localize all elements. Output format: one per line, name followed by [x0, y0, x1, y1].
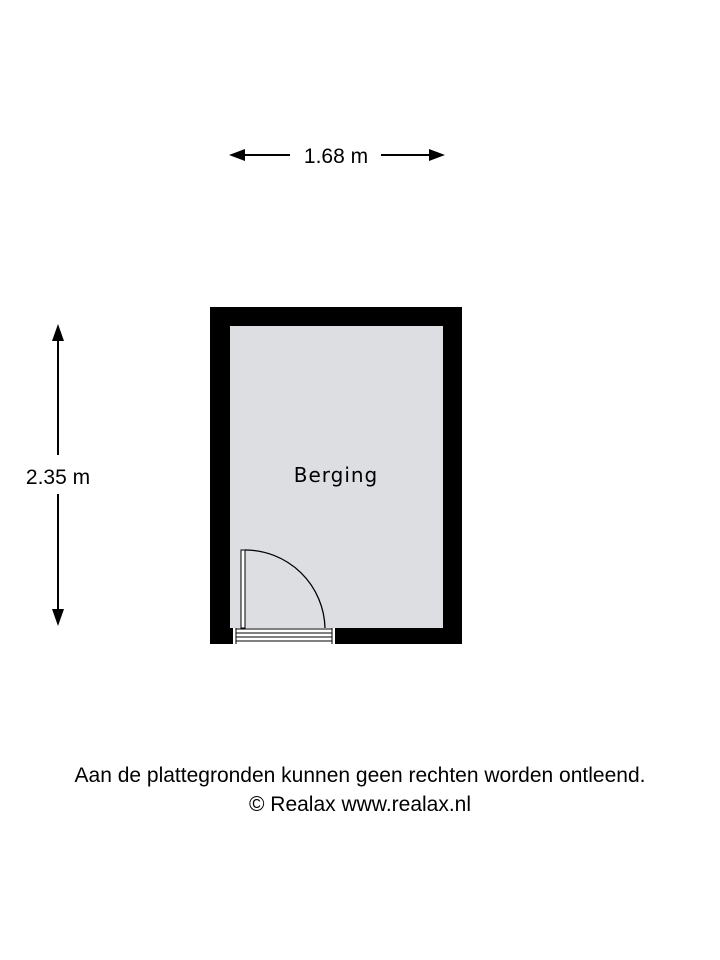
height-dimension [26, 324, 90, 626]
arrow-right-icon [429, 149, 445, 161]
arrow-up-icon [52, 324, 64, 341]
disclaimer-text: Aan de plattegronden kunnen geen rechten worden ontleend. [74, 764, 646, 787]
wall-left [210, 307, 230, 644]
arrow-down-icon [52, 609, 64, 626]
height-dimension-label: 2.35 m [25, 466, 91, 489]
door-threshold [233, 628, 335, 644]
wall-bottom-left [210, 628, 233, 644]
width-dimension-label: 1.68 m [303, 145, 369, 168]
door-leaf [241, 550, 245, 628]
wall-right [443, 307, 462, 644]
wall-top [210, 307, 462, 326]
copyright-text: © Realax www.realax.nl [248, 793, 472, 816]
room-berging [210, 307, 462, 644]
wall-bottom-right [335, 628, 462, 644]
arrow-left-icon [229, 149, 245, 161]
width-dimension [229, 145, 445, 168]
room-label: Berging [293, 463, 379, 487]
